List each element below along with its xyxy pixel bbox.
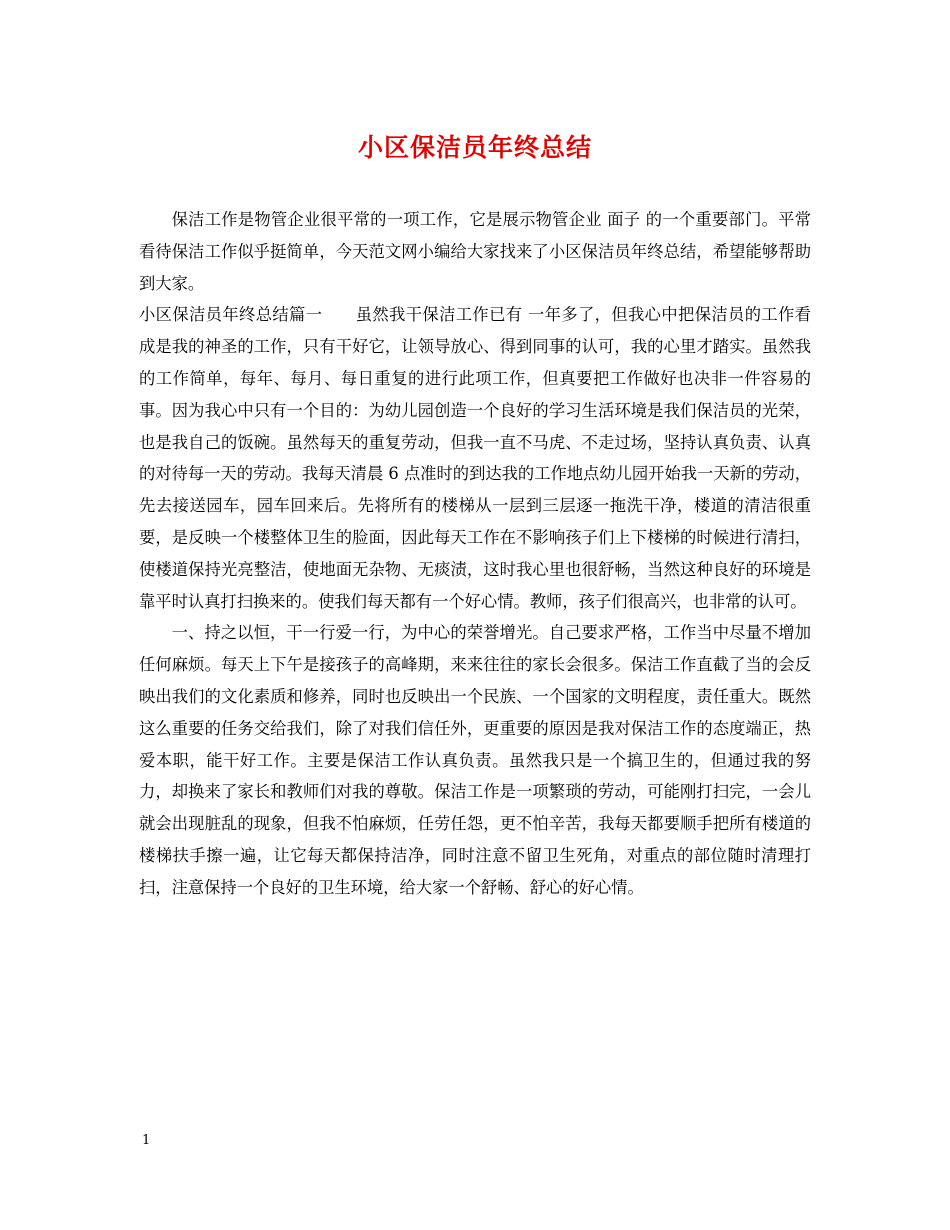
intro-paragraph: 保洁工作是物管企业很平常的一项工作，它是展示物管企业 面子 的一个重要部门。平常看待保洁工作似乎挺简单，今天范文网小编给大家找来了小区保洁员年终总结，希望能够帮助到大家。 <box>139 210 811 293</box>
page-number: 1 <box>142 1133 151 1148</box>
point-one-paragraph: 一、持之以恒，干一行爱一行，为中心的荣誉增光。自己要求严格，工作当中尽量不增加任何麻烦。每天上下午是接孩子的高峰期，来来往往的家长会很多。保洁工作直截了当的会反映出我们的文化素质和修养，同时也反映出一个民族、一个国家的文明程度，责任重大。既然这么重要的任务交给我们，除了对我们信任外，更重要的原因是我对保洁工作的态度端正，热爱本职，能干好工作。主要是保洁工作认真负责。虽然我只是一个搞卫生的，但通过我的努力，却换来了家长和教师们对我的尊敬。保洁工作是一项繁琐的劳动，可能刚打扫完，一会儿就会出现脏乱的现象，但我不怕麻烦，任劳任怨，更不怕辛苦，我每天都要顺手把所有楼道的楼梯扶手擦一遍，让它每天都保持洁净，同时注意不留卫生死角，对重点的部位随时清理打扫，注意保持一个良好的卫生环境，给大家一个舒畅、舒心的好心情。 <box>139 623 811 897</box>
section-one-paragraph: 小区保洁员年终总结篇一 虽然我干保洁工作已有 一年多了，但我心中把保洁员的工作看成是我的神圣的工作，只有干好它，让领导放心、得到同事的认可，我的心里才踏实。虽然我的工作简单，每年、每月、每日重复的进行此项工作，但真要把工作做好也决非一件容易的事。因为我心中只有一个目的：为幼儿园创造一个良好的学习生活环境是我们保洁员的光荣，也是我自己的饭碗。虽然每天的重复劳动，但我一直不马虎、不走过场，坚持认真负责、认真的对待每一天的劳动。我每天清晨 6 点准时的到达我的工作地点幼儿园开始我一天新的劳动，先去接送园车，园车回来后。先将所有的楼梯从一层到三层逐一拖洗干净，楼道的清洁很重要，是反映一个楼整体卫生的脸面，因此每天工作在不影响孩子们上下楼梯的时候进行清扫，使楼道保持光亮整洁，使地面无杂物、无痰渍，这时我心里也很舒畅，当然这种良好的环境是靠平时认真打扫换来的。使我们每天都有一个好心情。教师，孩子们很高兴，也非常的认可。 <box>139 305 811 611</box>
document-body <box>139 204 811 904</box>
document-title: 小区保洁员年终总结 <box>357 133 592 162</box>
